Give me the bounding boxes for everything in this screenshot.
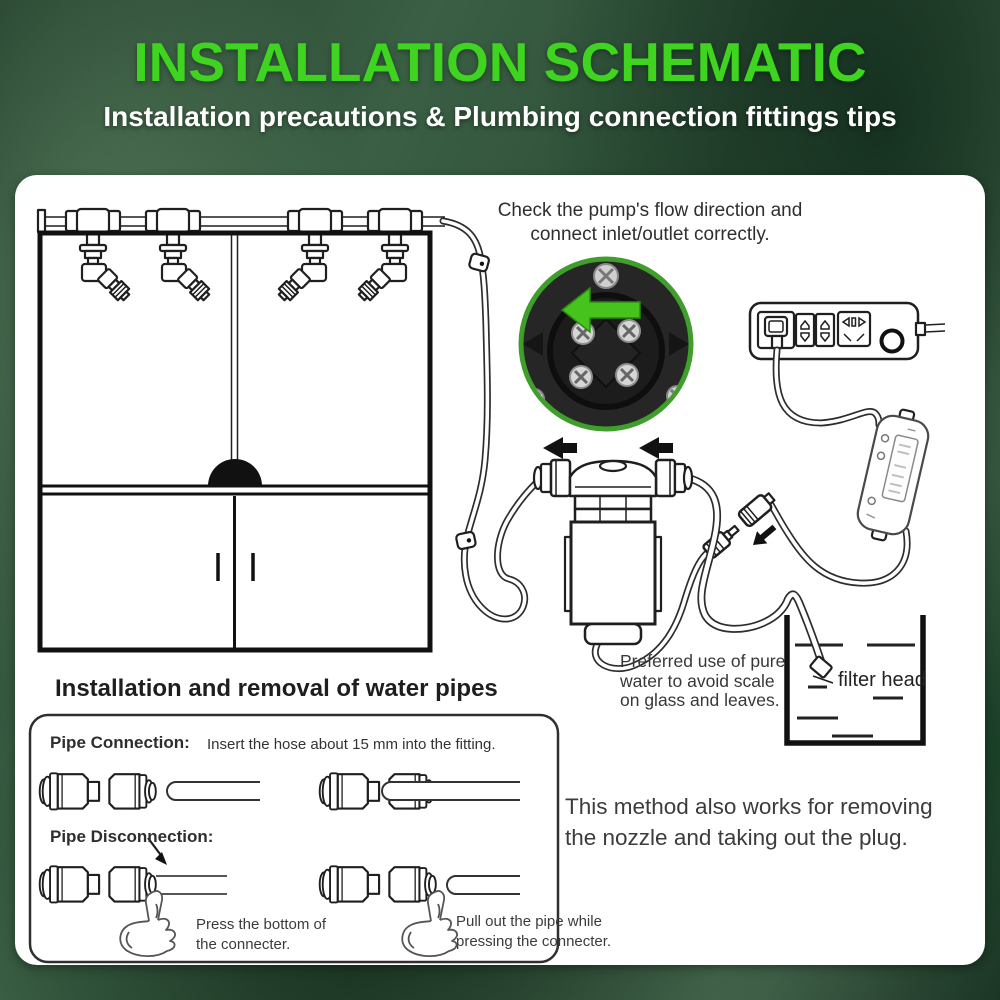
insert-hose-tip: Insert the hose about 15 mm into the fitting. bbox=[207, 736, 496, 753]
dc-jack-drawing bbox=[737, 490, 777, 528]
mist-nozzle bbox=[276, 209, 342, 303]
hose-clip bbox=[456, 531, 477, 549]
hose-end bbox=[167, 782, 260, 800]
hose-cabinet-to-pump bbox=[443, 221, 539, 619]
mist-nozzle bbox=[146, 209, 212, 303]
dome-light bbox=[208, 459, 262, 486]
mist-nozzle bbox=[66, 209, 132, 303]
note-line: the nozzle and taking out the plug. bbox=[565, 825, 908, 850]
page-title: INSTALLATION SCHEMATIC bbox=[133, 31, 867, 93]
header bbox=[0, 0, 1000, 133]
pipe-connector bbox=[40, 866, 156, 902]
power-button bbox=[882, 331, 903, 352]
hose-clip bbox=[468, 253, 489, 272]
tip-line: Pull out the pipe while bbox=[456, 913, 602, 930]
cord-strain-relief bbox=[916, 323, 925, 335]
tip-line: Press the bottom of bbox=[196, 916, 327, 933]
mist-nozzle bbox=[356, 209, 422, 303]
press-bottom-tip bbox=[196, 915, 326, 955]
pipes-section-heading: Installation and removal of water pipes bbox=[55, 675, 498, 702]
pump-photo bbox=[521, 259, 691, 429]
pull-pipe-tip bbox=[456, 912, 611, 952]
note-line: water to avoid scale bbox=[620, 670, 775, 691]
flow-arrow-icon bbox=[639, 437, 673, 459]
note-method bbox=[565, 791, 965, 853]
note-pump-flow bbox=[465, 199, 835, 247]
filter-head-label: filter head bbox=[838, 669, 926, 691]
note-line: on glass and leaves. bbox=[620, 690, 780, 710]
pump-drawing bbox=[534, 437, 692, 644]
tip-line: pressing the connecter. bbox=[456, 933, 612, 950]
controller-button bbox=[867, 497, 875, 505]
hose-inserted bbox=[382, 782, 520, 800]
page-subtitle: Installation precautions & Plumbing connection fittings tips bbox=[103, 101, 897, 132]
hose-pulled-out bbox=[447, 876, 520, 894]
filter-head-drawing bbox=[810, 656, 833, 678]
note-line: Preferred use of pure bbox=[620, 651, 786, 671]
outlet-socket bbox=[838, 312, 870, 346]
note-line: This method also works for removing bbox=[565, 794, 933, 819]
note-line: connect inlet/outlet correctly. bbox=[530, 224, 770, 245]
controller-button bbox=[881, 434, 889, 442]
cable-strip-to-controller bbox=[776, 350, 879, 425]
pipe-connection-label: Pipe Connection: bbox=[50, 733, 190, 752]
controller-button bbox=[877, 452, 885, 460]
note-line: Check the pump's flow direction and bbox=[497, 200, 803, 221]
schematic-card bbox=[15, 175, 985, 965]
pipe-connector bbox=[320, 866, 436, 902]
pipe-connector bbox=[40, 773, 156, 809]
note-pure-water bbox=[620, 652, 800, 711]
timer-controller-drawing bbox=[853, 405, 933, 545]
flow-arrow-icon bbox=[543, 437, 577, 459]
cabinet-drawing bbox=[38, 209, 539, 650]
pipe-end-cap bbox=[38, 210, 45, 232]
tip-line: the connecter. bbox=[196, 936, 291, 953]
pipe-disconnection-label: Pipe Disconnection: bbox=[50, 827, 214, 846]
